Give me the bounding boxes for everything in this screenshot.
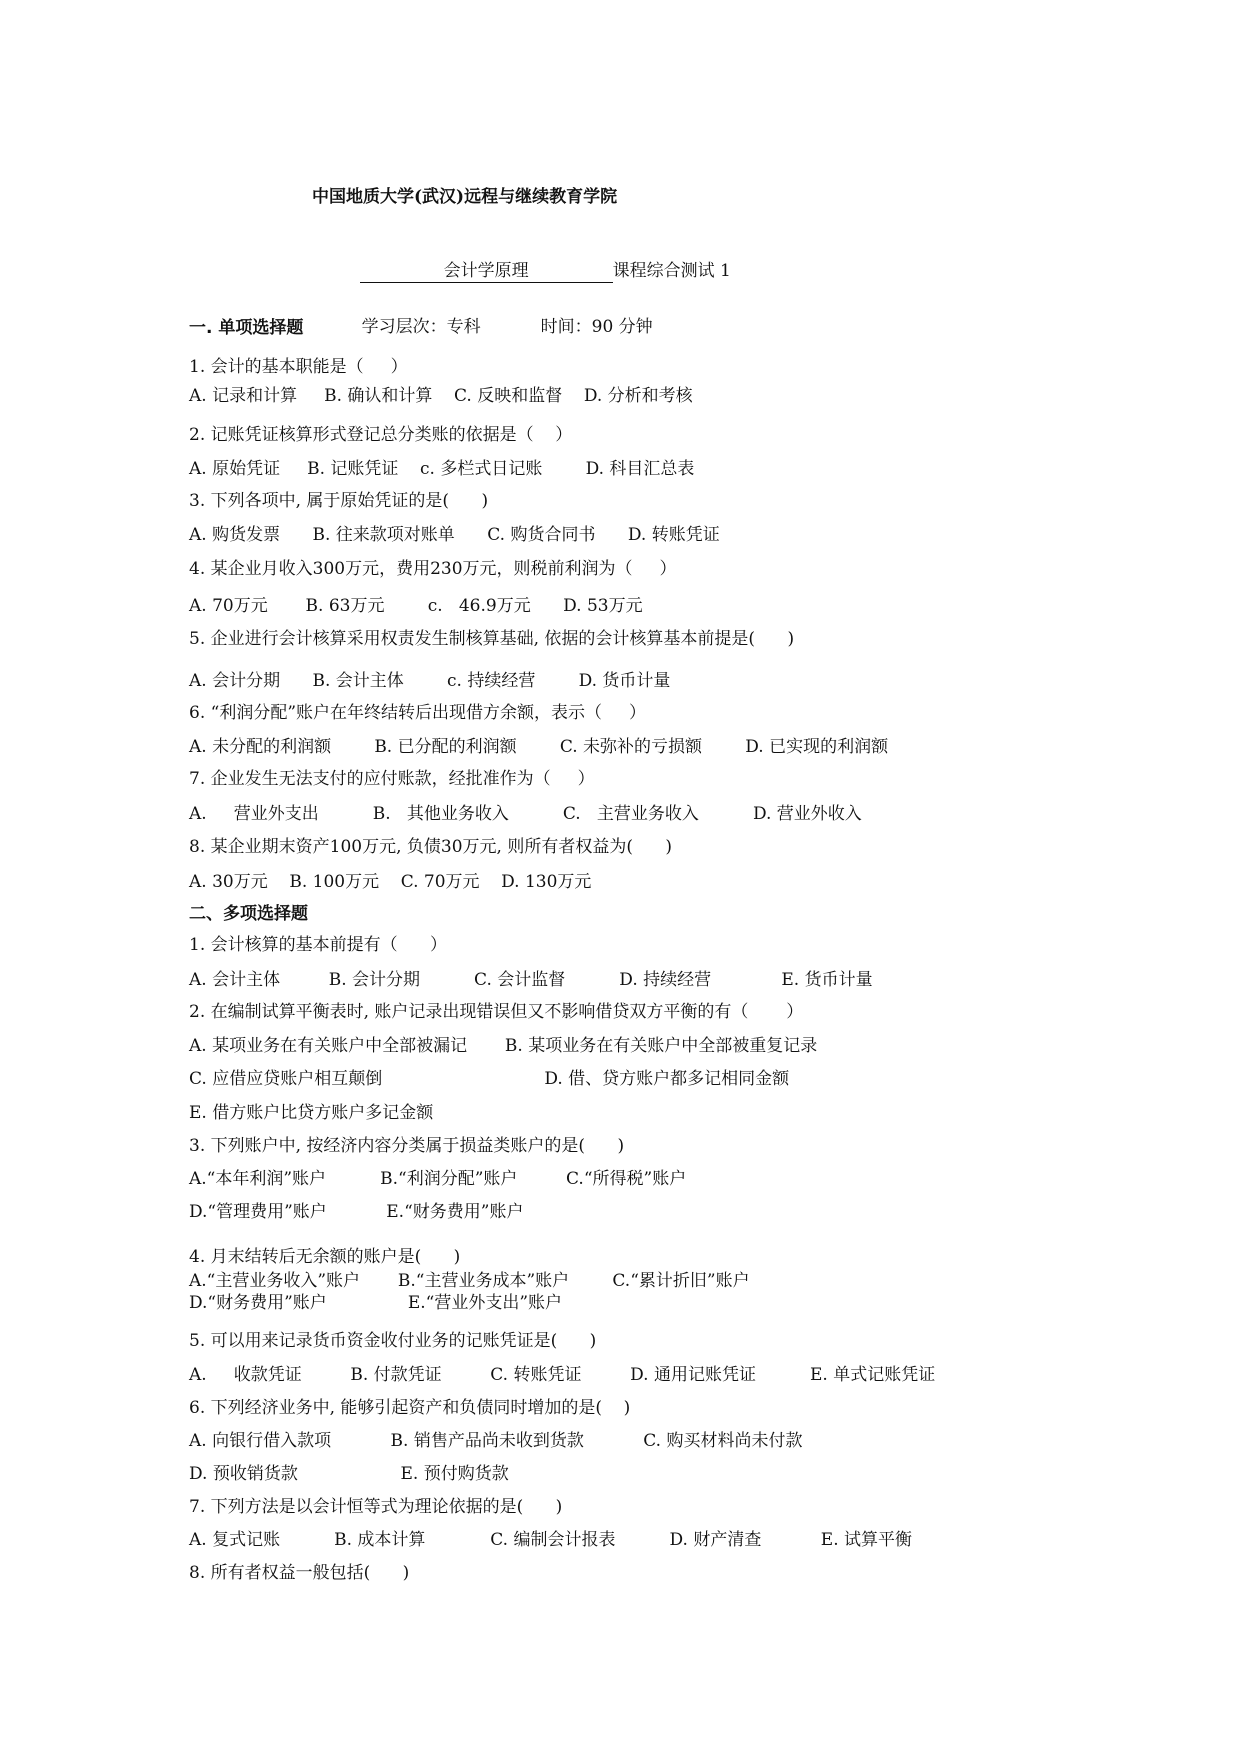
s2-q2: 2. 在编制试算平衡表时, 账户记录出现错误但又不影响借贷双方平衡的有（ ）	[189, 1002, 804, 1022]
study-level: 学习层次：专科	[361, 317, 481, 337]
s2-q8: 8. 所有者权益一般包括( )	[189, 1563, 410, 1583]
s2-q3: 3. 下列账户中, 按经济内容分类属于损益类账户的是( )	[189, 1136, 625, 1156]
s2-q2-options-e: E. 借方账户比贷方账户多记金额	[189, 1103, 434, 1123]
exam-time: 时间：90 分钟	[540, 317, 653, 337]
section1-heading: 一. 单项选择题	[189, 318, 304, 338]
s2-q7: 7. 下列方法是以会计恒等式为理论依据的是( )	[189, 1497, 563, 1517]
s1-q1: 1. 会计的基本职能是（ ）	[189, 357, 408, 377]
s2-q3-options-de: D.“管理费用”账户 E.“财务费用”账户	[189, 1202, 524, 1222]
s2-q6-options-de: D. 预收销货款 E. 预付购货款	[189, 1464, 509, 1484]
s2-q4: 4. 月末结转后无余额的账户是( )	[189, 1247, 461, 1267]
s1-q3: 3. 下列各项中, 属于原始凭证的是( )	[189, 491, 489, 511]
s2-q7-options: A. 复式记账 B. 成本计算 C. 编制会计报表 D. 财产清查 E. 试算平衡	[189, 1530, 913, 1550]
s2-q5-options: A. 收款凭证 B. 付款凭证 C. 转账凭证 D. 通用记账凭证 E. 单式记账凭证	[189, 1365, 936, 1385]
s2-q4-options-de: D.“财务费用”账户 E.“营业外支出”账户	[189, 1293, 563, 1313]
s2-q2-options-cd: C. 应借应贷账户相互颠倒 D. 借、贷方账户都多记相同金额	[189, 1069, 790, 1089]
s1-q2-options: A. 原始凭证 B. 记账凭证 c. 多栏式日记账 D. 科目汇总表	[189, 459, 695, 479]
s2-q1: 1. 会计核算的基本前提有（ ）	[189, 935, 448, 955]
s1-q1-options: A. 记录和计算 B. 确认和计算 C. 反映和监督 D. 分析和考核	[189, 386, 693, 406]
test-name: 课程综合测试 1	[612, 261, 731, 281]
s1-q8: 8. 某企业期末资产100万元, 负债30万元, 则所有者权益为( )	[189, 837, 673, 857]
s1-q4: 4. 某企业月收入300万元，费用230万元，则税前利润为（ ）	[189, 559, 677, 579]
s2-q4-options-abc: A.“主营业务收入”账户 B.“主营业务成本”账户 C.“累计折旧”账户	[189, 1271, 750, 1291]
s2-q1-options: A. 会计主体 B. 会计分期 C. 会计监督 D. 持续经营 E. 货币计量	[189, 970, 873, 990]
s2-q6: 6. 下列经济业务中, 能够引起资产和负债同时增加的是( )	[189, 1398, 631, 1418]
s1-q7-options: A. 营业外支出 B. 其他业务收入 C. 主营业务收入 D. 营业外收入	[189, 804, 862, 824]
s1-q3-options: A. 购货发票 B. 往来款项对账单 C. 购货合同书 D. 转账凭证	[189, 525, 720, 545]
section2-heading: 二、多项选择题	[189, 904, 308, 924]
s1-q4-options: A. 70万元 B. 63万元 c. 46.9万元 D. 53万元	[189, 596, 643, 616]
institution-title: 中国地质大学(武汉)远程与继续教育学院	[312, 187, 618, 207]
s1-q5: 5. 企业进行会计核算采用权责发生制核算基础, 依据的会计核算基本前提是( )	[189, 629, 795, 649]
s1-q2: 2. 记账凭证核算形式登记总分类账的依据是（ ）	[189, 425, 573, 445]
s2-q5: 5. 可以用来记录货币资金收付业务的记账凭证是( )	[189, 1331, 597, 1351]
s2-q6-options-abc: A. 向银行借入款项 B. 销售产品尚未收到货款 C. 购买材料尚未付款	[189, 1431, 803, 1451]
s2-q2-options-ab: A. 某项业务在有关账户中全部被漏记 B. 某项业务在有关账户中全部被重复记录	[189, 1036, 818, 1056]
meta-row	[340, 292, 653, 357]
s1-q6-options: A. 未分配的利润额 B. 已分配的利润额 C. 未弥补的亏损额 D. 已实现的利润额	[189, 737, 889, 757]
course-name: 会计学原理	[360, 256, 613, 283]
s2-q3-options-abc: A.“本年利润”账户 B.“利润分配”账户 C.“所得税”账户	[189, 1169, 687, 1189]
s1-q6: 6. “利润分配”账户在年终结转后出现借方余额，表示（ ）	[189, 703, 647, 723]
s1-q8-options: A. 30万元 B. 100万元 C. 70万元 D. 130万元	[189, 872, 592, 892]
s1-q7: 7. 企业发生无法支付的应付账款，经批准作为（ ）	[189, 769, 595, 789]
s1-q5-options: A. 会计分期 B. 会计主体 c. 持续经营 D. 货币计量	[189, 671, 671, 691]
